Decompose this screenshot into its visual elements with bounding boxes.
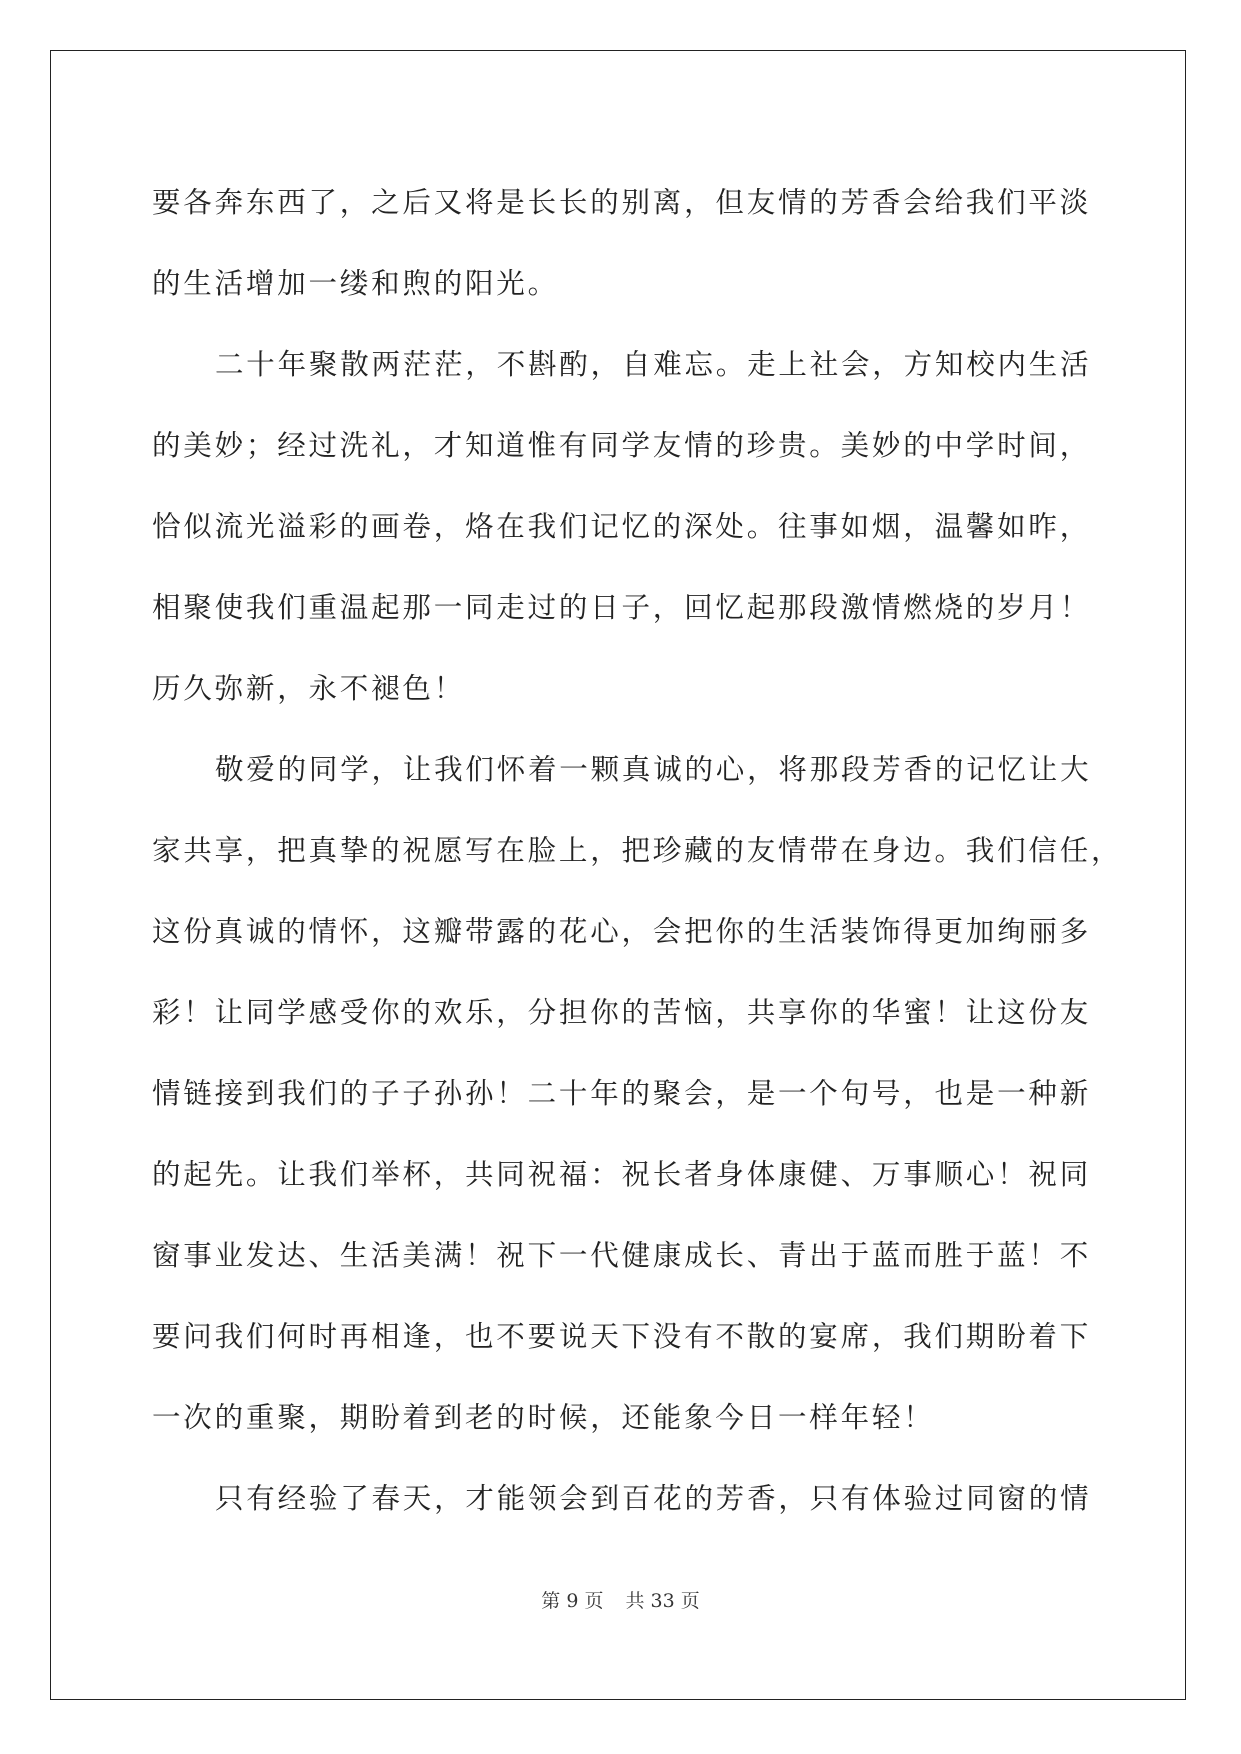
- text-line: 要各奔东西了，之后又将是长长的别离，但友情的芳香会给我们平淡: [152, 186, 1092, 219]
- text-line: 的起先。让我们举杯，共同祝福：祝长者身体康健、万事顺心！祝同: [152, 1158, 1092, 1191]
- text-line: 要问我们何时再相逢，也不要说天下没有不散的宴席，我们期盼着下: [152, 1320, 1092, 1353]
- text-line: 情链接到我们的子子孙孙！二十年的聚会，是一个句号，也是一种新: [152, 1077, 1092, 1110]
- text-line: 窗事业发达、生活美满！祝下一代健康成长、青出于蓝而胜于蓝！不: [152, 1239, 1092, 1272]
- text-line: 的生活增加一缕和煦的阳光。: [152, 267, 559, 300]
- document-body: [152, 162, 1123, 1539]
- text-line: 恰似流光溢彩的画卷，烙在我们记忆的深处。往事如烟，温馨如昨，: [152, 510, 1092, 543]
- text-line: 的美妙；经过洗礼，才知道惟有同学友情的珍贵。美妙的中学时间，: [152, 429, 1092, 462]
- page-footer: [0, 1586, 1241, 1613]
- text-line: 二十年聚散两茫茫，不斟酌，自难忘。走上社会，方知校内生活: [215, 348, 1092, 381]
- page-total: 共 33 页: [625, 1590, 700, 1612]
- text-line: 相聚使我们重温起那一同走过的日子，回忆起那段激情燃烧的岁月！: [152, 591, 1092, 624]
- text-line: 只有经验了春天，才能领会到百花的芳香，只有体验过同窗的情: [215, 1482, 1092, 1515]
- text-line: 彩！让同学感受你的欢乐，分担你的苦恼，共享你的华蜜！让这份友: [152, 996, 1092, 1029]
- text-line: 历久弥新，永不褪色！: [152, 672, 466, 705]
- text-line: 家共享，把真挚的祝愿写在脸上，把珍藏的友情带在身边。我们信任，: [152, 834, 1123, 867]
- text-line: 一次的重聚，期盼着到老的时候，还能象今日一样年轻！: [152, 1401, 935, 1434]
- text-line: 敬爱的同学，让我们怀着一颗真诚的心，将那段芳香的记忆让大: [215, 753, 1092, 786]
- page-number: 第 9 页: [541, 1590, 604, 1612]
- text-line: 这份真诚的情怀，这瓣带露的花心，会把你的生活装饰得更加绚丽多: [152, 915, 1092, 948]
